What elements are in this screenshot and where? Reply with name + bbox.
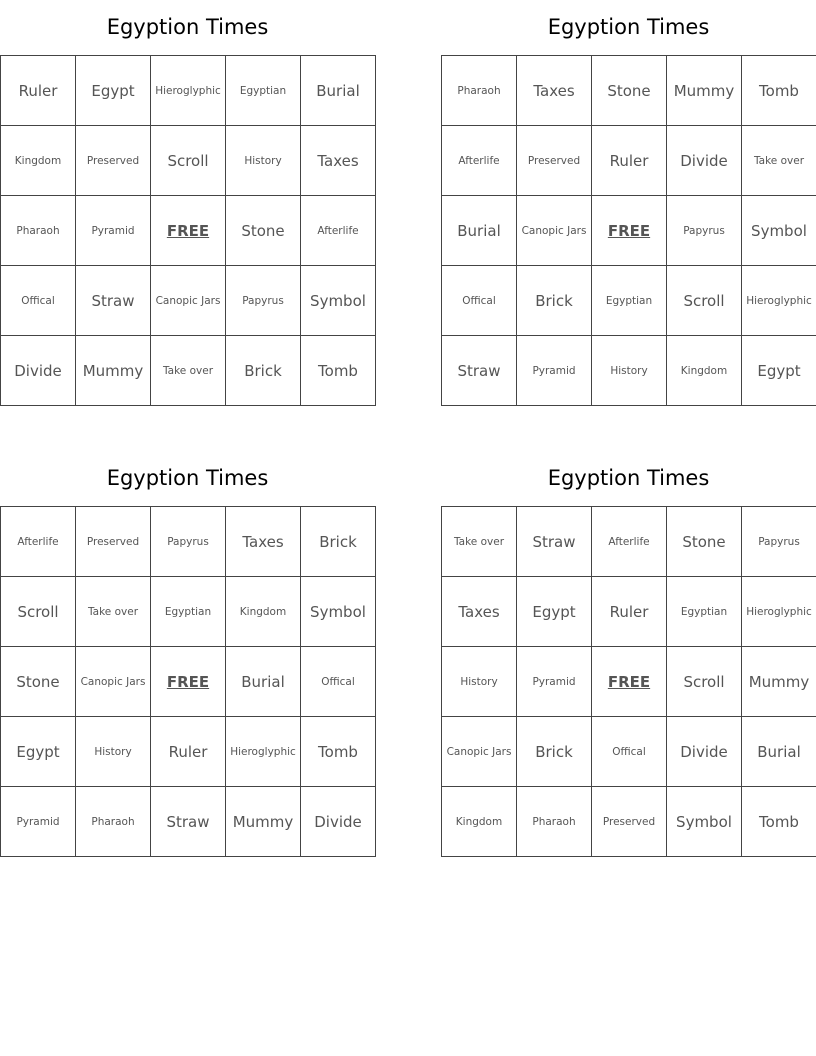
grid-cell: Tomb [742,787,816,857]
free-space-cell: FREE [151,196,226,266]
grid-cell: Burial [226,647,301,717]
grid-cell: Preserved [76,507,151,577]
bingo-card-1 [0,0,375,406]
grid-cell: Canopic Jars [517,196,592,266]
grid-cell: Stone [1,647,76,717]
grid-cell: Mummy [76,336,151,406]
grid-cell: Scroll [667,266,742,336]
grid-cell: Preserved [76,126,151,196]
grid-cell: Offical [592,717,667,787]
grid-cell: Stone [592,56,667,126]
bingo-card-3 [0,451,375,857]
card-title: Egyption Times [547,15,710,39]
grid-cell: Ruler [592,577,667,647]
grid-cell: Brick [517,717,592,787]
grid-cell: History [592,336,667,406]
grid-cell: Kingdom [1,126,76,196]
grid-cell: Offical [301,647,376,717]
grid-cell: Egyptian [667,577,742,647]
grid-cell: Symbol [667,787,742,857]
grid-cell: Papyrus [742,507,816,577]
grid-cell: Canopic Jars [76,647,151,717]
free-space-cell: FREE [592,647,667,717]
grid-cell: Symbol [301,266,376,336]
grid-cell: Scroll [667,647,742,717]
grid-cell: Egypt [1,717,76,787]
grid-cell: Ruler [1,56,76,126]
grid-cell: Pharaoh [76,787,151,857]
grid-cell: Canopic Jars [442,717,517,787]
grid-cell: Burial [742,717,816,787]
grid-cell: Afterlife [592,507,667,577]
grid-cell: Stone [667,507,742,577]
grid-cell: Taxes [442,577,517,647]
grid-cell: Hieroglyphic [226,717,301,787]
grid-cell: Egypt [517,577,592,647]
grid-cell: Pyramid [76,196,151,266]
grid-cell: Egyptian [592,266,667,336]
grid-cell: Pyramid [517,647,592,717]
grid-cell: Brick [517,266,592,336]
grid-cell: Burial [301,56,376,126]
bingo-grid [0,55,376,406]
card-title: Egyption Times [106,466,269,490]
grid-cell: Afterlife [301,196,376,266]
grid-cell: Egypt [76,56,151,126]
grid-cell: Divide [1,336,76,406]
grid-cell: Scroll [151,126,226,196]
grid-cell: Egyptian [151,577,226,647]
grid-cell: Brick [301,507,376,577]
grid-cell: Papyrus [151,507,226,577]
grid-cell: Afterlife [1,507,76,577]
grid-cell: Mummy [667,56,742,126]
bingo-grid [0,506,376,857]
grid-cell: History [442,647,517,717]
grid-cell: Scroll [1,577,76,647]
grid-cell: Straw [442,336,517,406]
grid-cell: Offical [442,266,517,336]
grid-cell: Ruler [592,126,667,196]
grid-cell: Kingdom [442,787,517,857]
grid-cell: Egypt [742,336,816,406]
bingo-card-2 [441,0,816,406]
grid-cell: Hieroglyphic [742,577,816,647]
grid-cell: Afterlife [442,126,517,196]
grid-cell: Ruler [151,717,226,787]
free-space-cell: FREE [592,196,667,266]
grid-cell: Straw [76,266,151,336]
grid-cell: Pharaoh [1,196,76,266]
grid-cell: Mummy [226,787,301,857]
grid-cell: Stone [226,196,301,266]
grid-cell: Take over [742,126,816,196]
grid-cell: History [76,717,151,787]
grid-cell: Preserved [517,126,592,196]
grid-cell: Kingdom [667,336,742,406]
grid-cell: Burial [442,196,517,266]
grid-cell: Offical [1,266,76,336]
grid-cell: Divide [301,787,376,857]
grid-cell: Symbol [301,577,376,647]
grid-cell: History [226,126,301,196]
grid-cell: Canopic Jars [151,266,226,336]
grid-cell: Divide [667,717,742,787]
grid-cell: Pharaoh [517,787,592,857]
grid-cell: Brick [226,336,301,406]
grid-cell: Taxes [301,126,376,196]
grid-cell: Straw [517,507,592,577]
grid-cell: Kingdom [226,577,301,647]
grid-cell: Hieroglyphic [151,56,226,126]
grid-cell: Papyrus [667,196,742,266]
grid-cell: Take over [151,336,226,406]
grid-cell: Mummy [742,647,816,717]
grid-cell: Egyptian [226,56,301,126]
free-space-cell: FREE [151,647,226,717]
grid-cell: Tomb [301,336,376,406]
grid-cell: Pharaoh [442,56,517,126]
grid-cell: Divide [667,126,742,196]
grid-cell: Take over [442,507,517,577]
bingo-card-4 [441,451,816,857]
grid-cell: Straw [151,787,226,857]
grid-cell: Preserved [592,787,667,857]
grid-cell: Tomb [301,717,376,787]
grid-cell: Tomb [742,56,816,126]
grid-cell: Take over [76,577,151,647]
grid-cell: Pyramid [517,336,592,406]
bingo-grid [441,506,816,857]
grid-cell: Pyramid [1,787,76,857]
grid-cell: Papyrus [226,266,301,336]
bingo-grid [441,55,816,406]
card-title: Egyption Times [106,15,269,39]
grid-cell: Symbol [742,196,816,266]
grid-cell: Hieroglyphic [742,266,816,336]
grid-cell: Taxes [226,507,301,577]
grid-cell: Taxes [517,56,592,126]
card-title: Egyption Times [547,466,710,490]
